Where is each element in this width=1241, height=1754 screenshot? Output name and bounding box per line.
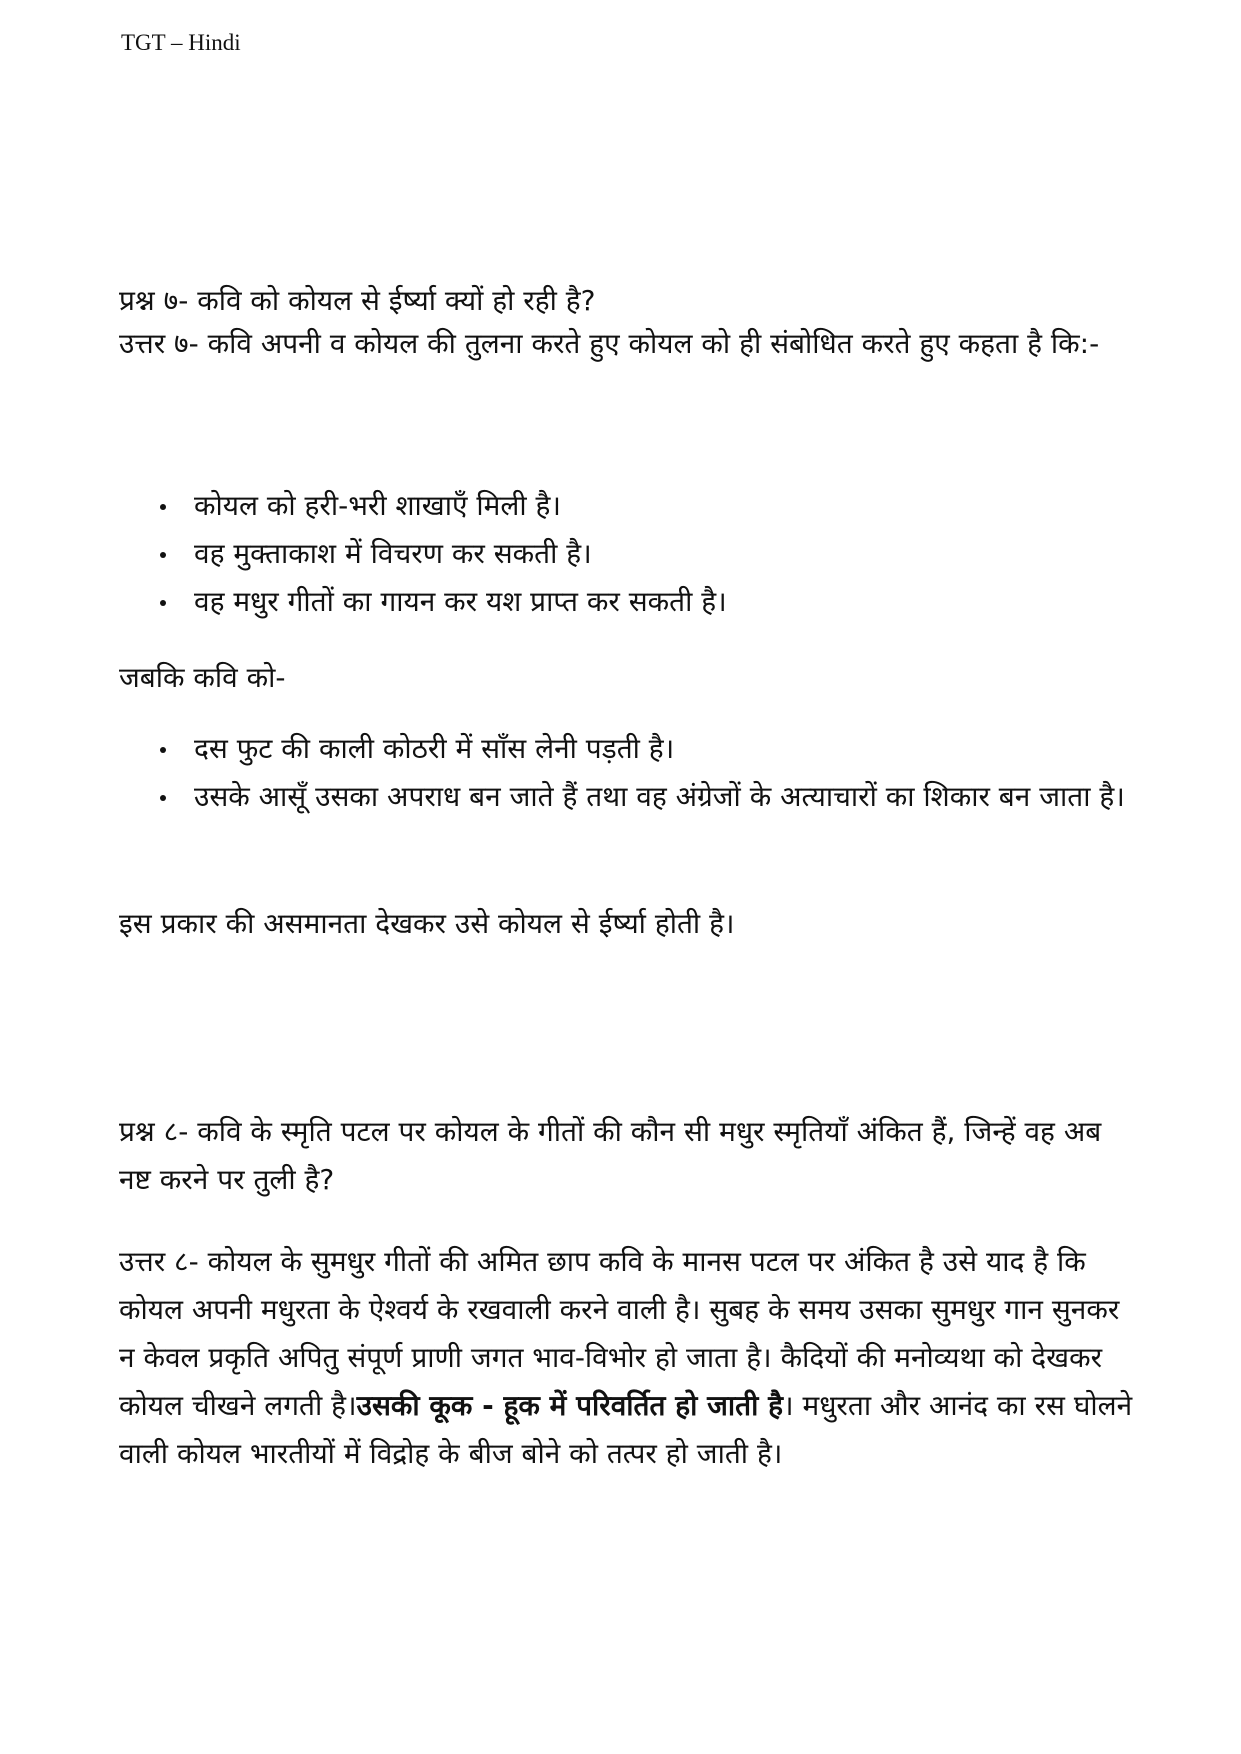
answer-8-text [119, 1238, 1139, 1478]
answer-8-part1: उत्तर ८- कोयल के सुमधुर गीतों की अमित छाप कवि के मानस पटल पर अंकित है उसे याद है कि कोयल अपनी मधुरता के ऐश्वर्य के रखवाली करने वाली है। सुबह के समय उसका सुमधुर गान सुनकर न केवल प्रकृति अपितु संपूर्ण प्राणी जगत भाव-विभोर हो जाता है। कैदियों की मनोव्यथा को देखकर कोयल चीखने लगती है। [119, 1245, 1120, 1422]
list-item: वह मुक्ताकाश में विचरण कर सकती है। [150, 530, 1140, 578]
conclusion-text: इस प्रकार की असमानता देखकर उसे कोयल से ईर्ष्या होती है। [119, 907, 735, 940]
question-7-text: प्रश्न ७- कवि को कोयल से ईर्ष्या क्यों हो रही है? [119, 284, 596, 317]
whereas-text: जबकि कवि को- [119, 661, 286, 694]
question-8 [119, 1108, 1139, 1204]
answer-8-part2: । मधुरता और आनंद का रस घोलने वाली कोयल भारतीयों में विद्रोह के बीज बोने को तत्पर हो जाती है। [119, 1389, 1133, 1470]
question-7 [119, 277, 1139, 325]
answer-8-bold: उसकी कूक - हूक में परिवर्तित हो जाती है [356, 1389, 783, 1422]
whereas-line [119, 654, 1139, 702]
kavi-points-list [150, 725, 1140, 821]
answer-7-intro [119, 320, 1139, 368]
list-item: वह मधुर गीतों का गायन कर यश प्राप्त कर सकती है। [150, 578, 1140, 626]
question-8-text: प्रश्न ८- कवि के स्मृति पटल पर कोयल के गीतों की कौन सी मधुर स्मृतियाँ अंकित हैं, जिन्हें वह अब नष्ट करने पर तुली है? [119, 1115, 1102, 1196]
list-item: दस फुट की काली कोठरी में साँस लेनी पड़ती है। [150, 725, 1140, 773]
list-item: उसके आसूँ उसका अपराध बन जाते हैं तथा वह अंग्रेजों के अत्याचारों का शिकार बन जाता है। [150, 773, 1140, 821]
page-header: TGT – Hindi [121, 30, 241, 55]
answer-7-conclusion [119, 900, 1139, 948]
answer-8 [119, 1238, 1139, 1478]
list-item: कोयल को हरी-भरी शाखाएँ मिली है। [150, 482, 1140, 530]
answer-7-intro-text: उत्तर ७- कवि अपनी व कोयल की तुलना करते हुए कोयल को ही संबोधित करते हुए कहता है कि:- [119, 327, 1100, 360]
koyal-points-list [150, 482, 1140, 626]
